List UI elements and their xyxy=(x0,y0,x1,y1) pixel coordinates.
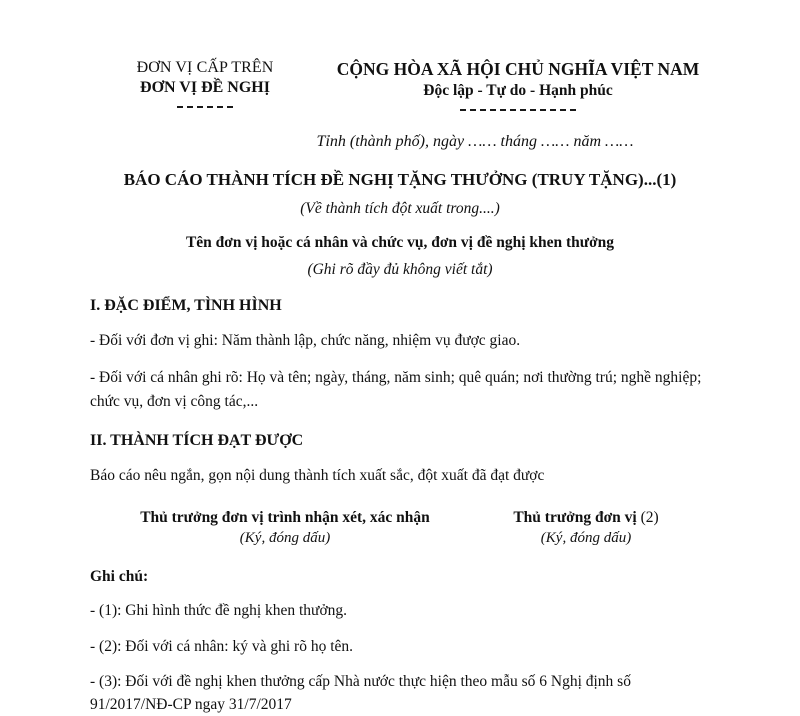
notes-heading: Ghi chú: xyxy=(90,567,149,585)
section-2-paragraph-1: Báo cáo nêu ngắn, gọn nội dung thành tích xuất sắc, đột xuất đã đạt được xyxy=(90,466,545,484)
signature-left-title: Thủ trưởng đơn vị trình nhận xét, xác nhận xyxy=(140,508,430,526)
signature-right-title-text: Thủ trưởng đơn vị xyxy=(513,508,637,526)
issuing-org-block xyxy=(90,58,320,108)
page-title: BÁO CÁO THÀNH TÍCH ĐỀ NGHỊ TẶNG THƯỞNG (TRUY TẶNG)...(1) xyxy=(123,169,677,189)
note-item-2: - (2): Đối với cá nhân: ký và ghi rõ họ tên. xyxy=(90,638,354,656)
national-motto: Độc lập - Tự do - Hạnh phúc xyxy=(423,81,613,99)
note-item-1: - (1): Ghi hình thức đề nghị khen thưởng. xyxy=(90,601,348,619)
award-subject-line: Tên đơn vị hoặc cá nhân và chức vụ, đơn vị đề nghị khen thưởng xyxy=(185,233,615,251)
section-heading-2: II. THÀNH TÍCH ĐẠT ĐƯỢC xyxy=(90,431,304,449)
signature-right-title xyxy=(480,508,692,528)
masthead-left-separator xyxy=(177,106,233,108)
signature-left-subtitle: (Ký, đóng dấu) xyxy=(239,529,331,546)
superior-unit-label: ĐƠN VỊ CẤP TRÊN xyxy=(136,59,274,76)
document-subtitle: (Về thành tích đột xuất trong....) xyxy=(300,199,500,217)
national-title: CỘNG HÒA XÃ HỘI CHỦ NGHĨA VIỆT NAM xyxy=(336,59,700,79)
section-1-paragraph-2: - Đối với cá nhân ghi rõ: Họ và tên; ngày, tháng, năm sinh; quê quán; nơi thường trú; nghề nghiệp; chức vụ, đơn vị công tác,... xyxy=(90,368,702,410)
place-and-date-line: Tỉnh (thành phố), ngày …… tháng …… năm …… xyxy=(316,132,634,150)
national-heading-block xyxy=(320,58,710,111)
masthead-right-separator xyxy=(460,109,576,111)
signature-right-subtitle: (Ký, đóng dấu) xyxy=(540,529,632,546)
note-item-3: - (3): Đối với đề nghị khen thưởng cấp Nhà nước thực hiện theo mẫu số 6 Nghị định số 91/2017/NĐ-CP ngay 31/7/2017 xyxy=(90,673,631,713)
section-heading-1: I. ĐẶC ĐIỂM, TÌNH HÌNH xyxy=(90,296,282,314)
signature-row xyxy=(90,508,710,547)
signature-right-title-ref: (2) xyxy=(640,508,659,526)
proposing-unit-label: ĐƠN VỊ ĐỀ NGHỊ xyxy=(140,79,270,97)
signature-block-right xyxy=(480,508,710,547)
document-masthead xyxy=(90,0,710,111)
section-1-paragraph-1: - Đối với đơn vị ghi: Năm thành lập, chức năng, nhiệm vụ được giao. xyxy=(90,331,521,349)
signature-block-left xyxy=(90,508,480,547)
award-subject-note: (Ghi rõ đầy đủ không viết tắt) xyxy=(307,260,493,278)
